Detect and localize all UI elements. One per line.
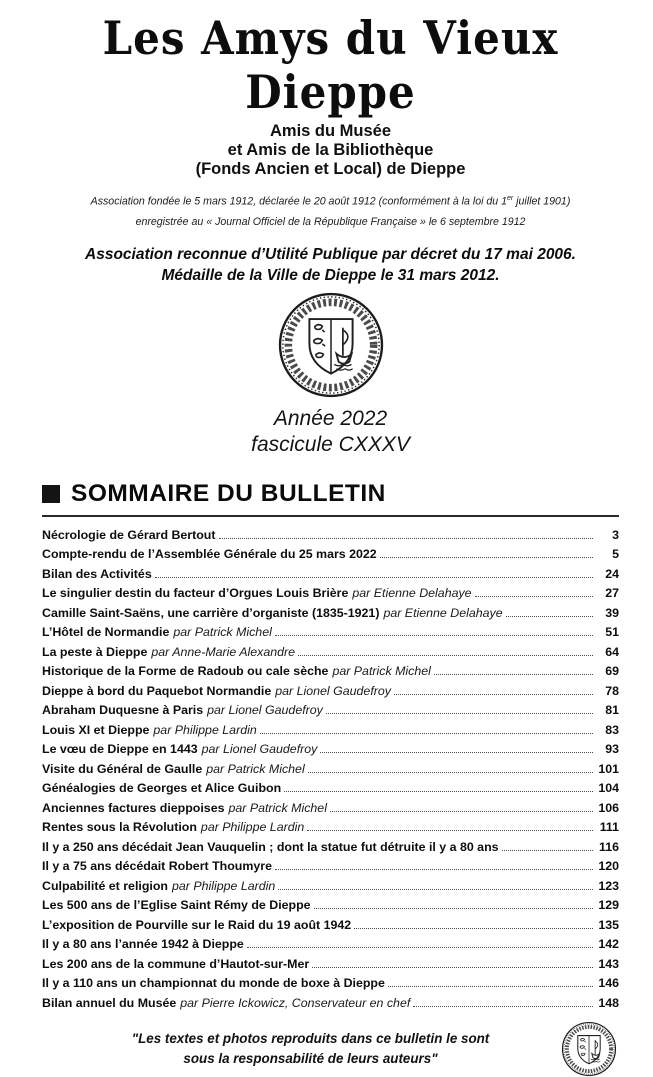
toc-page-number: 135 xyxy=(598,917,619,932)
toc-page-number: 3 xyxy=(612,527,619,542)
seal-container xyxy=(42,291,619,404)
toc-dotted-leader xyxy=(320,752,593,753)
toc-row xyxy=(42,840,619,860)
toc-entry-title: Louis XI et Dieppe xyxy=(42,722,150,737)
toc-entry-title: Bilan annuel du Musée xyxy=(42,995,177,1010)
toc-entry-author: par Patrick Michel xyxy=(228,800,327,815)
toc-entry-author: par Etienne Delahaye xyxy=(383,605,503,620)
toc-row xyxy=(42,820,619,840)
toc-dotted-leader xyxy=(330,811,593,812)
toc-page-number: 106 xyxy=(598,800,619,815)
toc-page-number: 104 xyxy=(598,781,619,796)
toc-row xyxy=(42,645,619,665)
toc-dotted-leader xyxy=(247,947,593,948)
toc-row xyxy=(42,528,619,548)
toc-entry-title: L’exposition de Pourville sur le Raid du 19 août 1942 xyxy=(42,917,352,932)
toc-row xyxy=(42,918,619,938)
toc-page-number: 27 xyxy=(605,586,619,601)
toc-row xyxy=(42,567,619,587)
toc-page-number: 142 xyxy=(598,937,619,952)
disclaimer-line-2: sous la responsabilité de leurs auteurs" xyxy=(183,1051,438,1067)
toc-row xyxy=(42,723,619,743)
toc-row xyxy=(42,781,619,801)
year-label: Année 2022 xyxy=(273,406,388,430)
toc-page-number: 129 xyxy=(598,898,619,913)
toc-dotted-leader xyxy=(307,830,593,831)
toc-entry-author: par Lionel Gaudefroy xyxy=(207,703,323,718)
toc-entry-author: par Patrick Michel xyxy=(206,761,305,776)
toc-entry-title: Historique de la Forme de Radoub ou cale sèche xyxy=(42,664,329,679)
toc-entry-title: Il y a 250 ans décédait Jean Vauquelin ; dont la statue fut détruite il y a 80 ans xyxy=(42,839,499,854)
footer xyxy=(42,1029,619,1069)
toc-dotted-leader xyxy=(312,967,593,968)
toc-entry-title: Il y a 110 ans un championnat du monde de boxe à Dieppe xyxy=(42,976,385,991)
toc-page-number: 93 xyxy=(605,742,619,757)
toc-row xyxy=(42,684,619,704)
toc-row xyxy=(42,703,619,723)
toc-entry-title: Les 200 ans de la commune d’Hautot-sur-Mer xyxy=(42,956,310,971)
toc-row xyxy=(42,547,619,567)
toc-dotted-leader xyxy=(502,850,593,851)
toc-dotted-leader xyxy=(413,1006,593,1007)
toc-row xyxy=(42,976,619,996)
disclaimer-text xyxy=(42,1029,619,1069)
fascicule-label: fascicule CXXXV xyxy=(251,432,410,456)
masthead xyxy=(42,11,619,286)
toc-entry-author: par Anne-Marie Alexandre xyxy=(151,644,296,659)
toc-entry-author: par Lionel Gaudefroy xyxy=(201,742,318,757)
toc-dotted-leader xyxy=(308,772,593,773)
toc-page-number: 78 xyxy=(605,683,619,698)
founding-line-1: Association fondée le 5 mars 1912, déclarée le 20 août 1912 (conformément à la loi du 1er juillet 1901) xyxy=(90,195,571,208)
toc-entry-title: Camille Saint-Saëns, une carrière d’organiste (1835-1921) xyxy=(42,605,380,620)
recognition-line-1: Association reconnue d’Utilité Publique par décret du 17 mai 2006. xyxy=(85,245,576,263)
toc-row xyxy=(42,586,619,606)
toc xyxy=(42,528,619,1016)
toc-entry-author: par Pierre Ickowicz, Conservateur en chef xyxy=(180,995,411,1010)
toc-page-number: 116 xyxy=(599,839,619,854)
toc-entry-title: L’Hôtel de Normandie xyxy=(42,625,170,640)
toc-entry-author: par Philippe Lardin xyxy=(200,820,305,835)
toc-page-number: 69 xyxy=(605,664,619,679)
toc-entry-author: par Philippe Lardin xyxy=(171,878,276,893)
toc-row xyxy=(42,762,619,782)
toc-row xyxy=(42,801,619,821)
toc-entry-title: Les 500 ans de l’Eglise Saint Rémy de Dieppe xyxy=(42,898,311,913)
association-title: Les Amys du Vieux Dieppe xyxy=(102,11,559,119)
toc-dotted-leader xyxy=(326,713,593,714)
toc-page-number: 111 xyxy=(599,820,619,835)
toc-entry-title: La peste à Dieppe xyxy=(42,644,148,659)
toc-row xyxy=(42,996,619,1016)
toc-page-number: 148 xyxy=(598,995,619,1010)
toc-dotted-leader xyxy=(475,596,593,597)
founding-note xyxy=(42,192,619,229)
toc-dotted-leader xyxy=(354,928,593,929)
toc-entry-author: par Patrick Michel xyxy=(173,625,272,640)
toc-page-number: 120 xyxy=(598,859,619,874)
toc-dotted-leader xyxy=(380,557,593,558)
toc-entry-title: Abraham Duquesne à Paris xyxy=(42,703,204,718)
recognition-line-2: Médaille de la Ville de Dieppe le 31 mars 2012. xyxy=(161,266,500,284)
toc-entry-title: Bilan des Activités xyxy=(42,566,152,581)
toc-row xyxy=(42,664,619,684)
edition-block xyxy=(42,406,619,458)
toc-page-number: 143 xyxy=(598,956,619,971)
toc-dotted-leader xyxy=(260,733,593,734)
toc-dotted-leader xyxy=(506,616,593,617)
toc-row xyxy=(42,937,619,957)
toc-dotted-leader xyxy=(394,694,593,695)
subtitle-line-1: Amis du Musée xyxy=(269,122,392,140)
sommaire-heading-label: SOMMAIRE DU BULLETIN xyxy=(71,479,386,507)
toc-entry-title: Anciennes factures dieppoises xyxy=(42,800,225,815)
toc-row xyxy=(42,898,619,918)
toc-entry-title: Il y a 80 ans l’année 1942 à Dieppe xyxy=(42,937,244,952)
toc-entry-title: Nécrologie de Gérard Bertout xyxy=(42,527,216,542)
toc-dotted-leader xyxy=(314,908,593,909)
dieppe-coat-of-arms-seal-small-icon xyxy=(561,1021,617,1077)
toc-entry-title: Généalogies de Georges et Alice Guibon xyxy=(42,781,282,796)
dieppe-coat-of-arms-seal-icon xyxy=(277,291,385,399)
toc-dotted-leader xyxy=(275,869,593,870)
sommaire-section xyxy=(42,480,619,1016)
toc-entry-title: Culpabilité et religion xyxy=(42,878,168,893)
toc-dotted-leader xyxy=(278,889,593,890)
toc-dotted-leader xyxy=(155,577,593,578)
toc-row xyxy=(42,606,619,626)
toc-entry-title: Visite du Général de Gaulle xyxy=(42,761,203,776)
toc-page-number: 146 xyxy=(598,976,619,991)
toc-page-number: 101 xyxy=(598,761,619,776)
toc-entry-author: par Patrick Michel xyxy=(332,664,431,679)
toc-dotted-leader xyxy=(284,791,593,792)
toc-entry-title: Le singulier destin du facteur d’Orgues Louis Brière xyxy=(42,586,349,601)
toc-dotted-leader xyxy=(275,635,593,636)
recognition-note xyxy=(42,244,619,286)
toc-entry-title: Rentes sous la Révolution xyxy=(42,820,197,835)
toc-page-number: 51 xyxy=(605,625,619,640)
toc-page-number: 39 xyxy=(605,605,619,620)
toc-entry-title: Compte-rendu de l’Assemblée Générale du 25 mars 2022 xyxy=(42,547,377,562)
founding-line-2: enregistrée au « Journal Officiel de la République Française » le 6 septembre 1912 xyxy=(135,215,526,228)
toc-row xyxy=(42,742,619,762)
disclaimer-line-1: "Les textes et photos reproduits dans ce bulletin le sont xyxy=(131,1031,490,1047)
toc-entry-author: par Lionel Gaudefroy xyxy=(275,683,391,698)
toc-row xyxy=(42,879,619,899)
toc-page-number: 123 xyxy=(598,878,619,893)
subtitle-line-3: (Fonds Ancien et Local) de Dieppe xyxy=(195,160,466,178)
toc-page-number: 64 xyxy=(605,644,619,659)
toc-row xyxy=(42,957,619,977)
toc-entry-title: Le vœu de Dieppe en 1443 xyxy=(42,742,198,757)
toc-entry-author: par Philippe Lardin xyxy=(153,722,257,737)
toc-page-number: 81 xyxy=(605,703,619,718)
toc-page-number: 83 xyxy=(605,722,619,737)
toc-dotted-leader xyxy=(298,655,593,656)
toc-entry-author: par Etienne Delahaye xyxy=(352,586,472,601)
toc-dotted-leader xyxy=(219,538,593,539)
toc-entry-title: Dieppe à bord du Paquebot Normandie xyxy=(42,683,272,698)
toc-row xyxy=(42,625,619,645)
toc-page-number: 5 xyxy=(612,547,619,562)
subtitle-line-2: et Amis de la Bibliothèque xyxy=(227,141,434,159)
toc-dotted-leader xyxy=(388,986,593,987)
toc-entry-title: Il y a 75 ans décédait Robert Thoumyre xyxy=(42,859,272,874)
toc-page-number: 24 xyxy=(605,566,619,581)
square-bullet-icon xyxy=(42,485,60,503)
toc-dotted-leader xyxy=(434,674,593,675)
association-subtitle xyxy=(42,122,619,179)
toc-row xyxy=(42,859,619,879)
sommaire-heading xyxy=(42,480,619,508)
heading-rule xyxy=(42,515,619,517)
